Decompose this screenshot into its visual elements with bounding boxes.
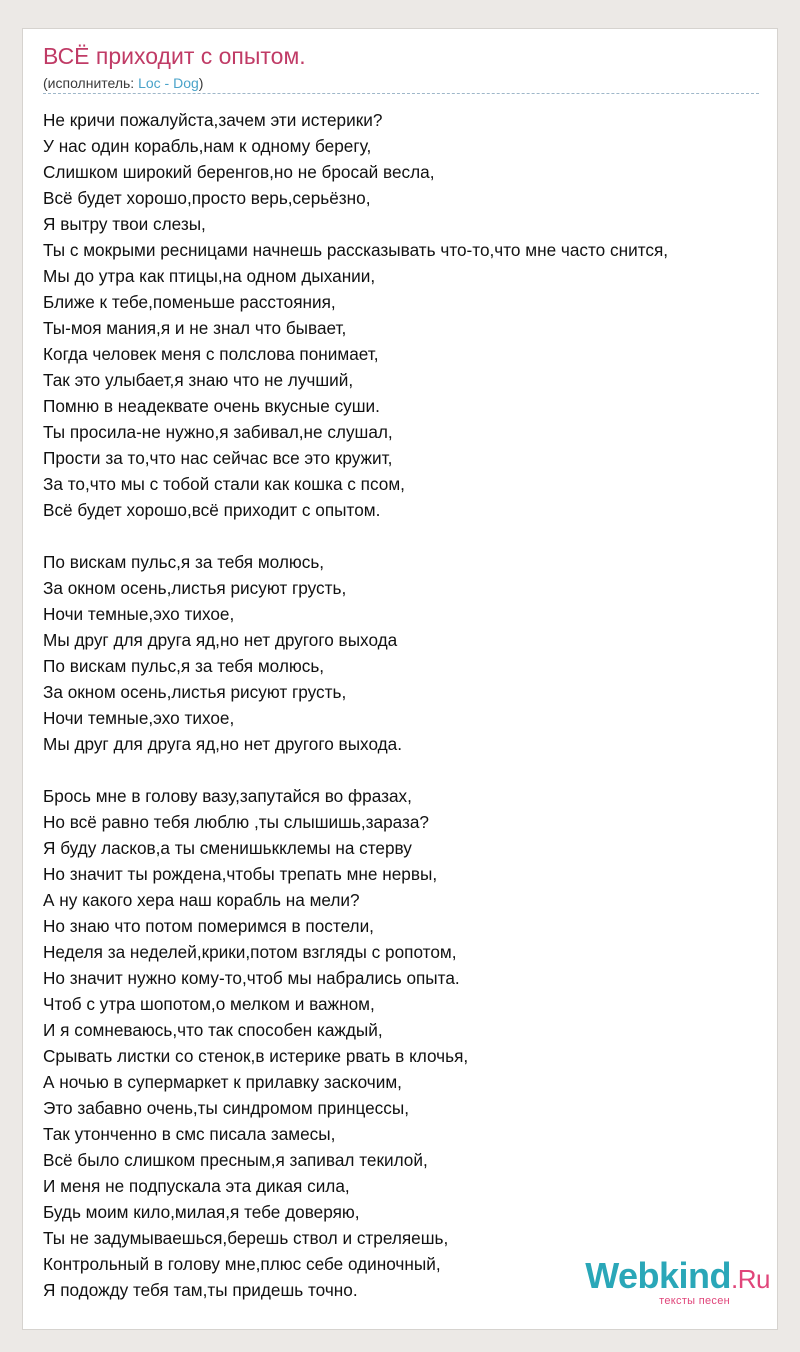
lyrics-line: За то,что мы с тобой стали как кошка с псом, (43, 474, 405, 494)
lyrics-line: Ты-моя мания,я и не знал что бывает, (43, 318, 347, 338)
lyrics-line: Ближе к тебе,поменьше расстояния, (43, 292, 336, 312)
lyrics-body (43, 107, 773, 1303)
lyrics-line: Ты просила-не нужно,я забивал,не слушал, (43, 422, 393, 442)
logo-wordmark (585, 1256, 770, 1299)
lyrics-line: По вискам пульс,я за тебя молюсь, (43, 656, 325, 676)
lyrics-line: И я сомневаюсь,что так способен каждый, (43, 1020, 383, 1040)
lyrics-line: По вискам пульс,я за тебя молюсь, (43, 552, 325, 572)
lyrics-stanza (43, 783, 773, 1303)
lyrics-line: Так это улыбает,я знаю что не лучший, (43, 370, 354, 390)
lyrics-line: За окном осень,листья рисуют грусть, (43, 578, 347, 598)
site-logo[interactable] (585, 1256, 770, 1307)
lyrics-line: Срывать листки со стенок,в истерике рвать в клочья, (43, 1046, 469, 1066)
lyrics-line: И меня не подпускала эта дикая сила, (43, 1176, 350, 1196)
lyrics-line: Ночи темные,эхо тихое, (43, 604, 235, 624)
lyrics-line: Но всё равно тебя люблю ,ты слышишь,зараза? (43, 812, 429, 832)
lyrics-line: Когда человек меня с полслова понимает, (43, 344, 379, 364)
lyrics-line: Так утонченно в смс писала замесы, (43, 1124, 336, 1144)
logo-tagline: тексты песен (659, 1295, 730, 1307)
lyrics-line: Мы до утра как птицы,на одном дыхании, (43, 266, 376, 286)
lyrics-line: Всё было слишком пресным,я запивал текилой, (43, 1150, 428, 1170)
artist-link[interactable]: Loc - Dog (138, 75, 199, 91)
lyrics-line: А ну какого хера наш корабль на мели? (43, 890, 360, 910)
title-divider (43, 93, 759, 94)
lyrics-line: Мы друг для друга яд,но нет другого выхода. (43, 734, 402, 754)
artist-line (43, 75, 203, 91)
lyrics-line: Я вытру твои слезы, (43, 214, 206, 234)
lyrics-line: Но значит ты рождена,чтобы трепать мне нервы, (43, 864, 438, 884)
lyrics-line: Прости за то,что нас сейчас все это кружит, (43, 448, 393, 468)
lyrics-stanza (43, 107, 773, 523)
lyrics-line: Всё будет хорошо,всё приходит с опытом. (43, 500, 381, 520)
lyrics-line: У нас один корабль,нам к одному берегу, (43, 136, 372, 156)
logo-name: Webkind (585, 1255, 732, 1296)
lyrics-line: Чтоб с утра шопотом,о мелком и важном, (43, 994, 375, 1014)
logo-tld: .Ru (731, 1264, 770, 1294)
lyrics-line: Помню в неадеквате очень вкусные суши. (43, 396, 380, 416)
artist-suffix: ) (198, 75, 204, 91)
lyrics-line: Слишком широкий беренгов,но не бросай весла, (43, 162, 435, 182)
lyrics-line: Мы друг для друга яд,но нет другого выхода (43, 630, 398, 650)
lyrics-line: Не кричи пожалуйста,зачем эти истерики? (43, 110, 383, 130)
lyrics-line: Неделя за неделей,крики,потом взгляды с ропотом, (43, 942, 457, 962)
lyrics-line: Я буду ласков,а ты сменишькклемы на стерву (43, 838, 412, 858)
lyrics-line: Ты не задумываешься,берешь ствол и стреляешь, (43, 1228, 449, 1248)
lyrics-line: За окном осень,листья рисуют грусть, (43, 682, 347, 702)
lyrics-line: Всё будет хорошо,просто верь,серьёзно, (43, 188, 371, 208)
song-title: ВСЁ приходит с опытом. (43, 43, 306, 69)
lyrics-line: А ночью в супермаркет к прилавку заскочим, (43, 1072, 402, 1092)
artist-prefix: (исполнитель: (43, 75, 139, 91)
lyrics-line: Брось мне в голову вазу,запутайся во фразах, (43, 786, 412, 806)
lyrics-line: Это забавно очень,ты синдромом принцессы, (43, 1098, 409, 1118)
lyrics-line: Будь моим кило,милая,я тебе доверяю, (43, 1202, 360, 1222)
lyrics-stanza (43, 549, 773, 757)
lyrics-card (22, 28, 778, 1330)
lyrics-line: Ночи темные,эхо тихое, (43, 708, 235, 728)
lyrics-line: Контрольный в голову мне,плюс себе одиночный, (43, 1254, 441, 1274)
lyrics-line: Но значит нужно кому-то,чтоб мы набрались опыта. (43, 968, 460, 988)
lyrics-line: Я подожду тебя там,ты придешь точно. (43, 1280, 358, 1300)
lyrics-line: Но знаю что потом померимся в постели, (43, 916, 374, 936)
lyrics-line: Ты с мокрыми ресницами начнешь рассказывать что-то,что мне часто снится, (43, 240, 669, 260)
